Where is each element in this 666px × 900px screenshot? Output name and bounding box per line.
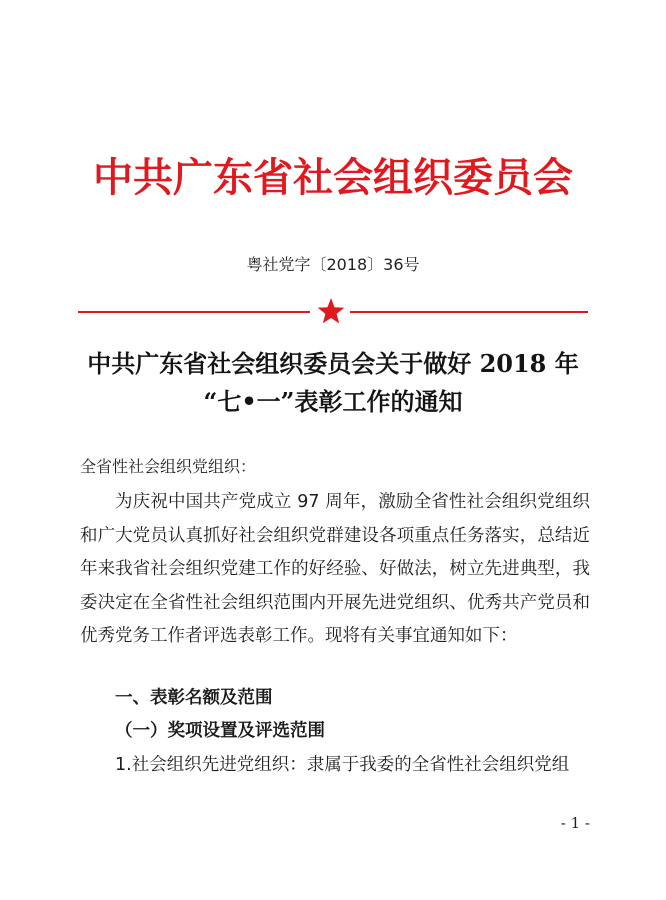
salutation: 全省性社会组织党组织： (80, 457, 257, 476)
page-number: - 1 - (560, 814, 590, 832)
title-line-1: 中共广东省社会组织委员会关于做好 2018 年 (87, 349, 579, 378)
body-paragraph: 为庆祝中国共产党成立 97 周年，激励全省性社会组织党组织和广大党员认真抓好社会组织党群建设各项重点任务落实，总结近年来我省社会组织党建工作的好经验、好做法，树立先进典型，我委决定在全省性社会组织范围内开展先进党组织、优秀共产党员和优秀党务工作者评选表彰工作。现将有关事宜通知如下： (80, 492, 590, 647)
red-divider-right (350, 311, 588, 313)
document-number: 粤社党字〔2018〕36号 (246, 255, 420, 274)
title-line-2: “七•一”表彰工作的通知 (203, 387, 463, 416)
list-item-1: 1.社会组织先进党组织：隶属于我委的全省性社会组织党组 (115, 755, 570, 775)
red-star-icon (316, 296, 346, 326)
issuer-heading: 中共广东省社会组织委员会 (93, 154, 573, 201)
document-title (0, 345, 666, 421)
red-divider-left (78, 311, 310, 313)
section-heading-1: 一、表彰名额及范围 (115, 688, 273, 708)
subsection-heading-1: （一）奖项设置及评选范围 (115, 721, 325, 741)
